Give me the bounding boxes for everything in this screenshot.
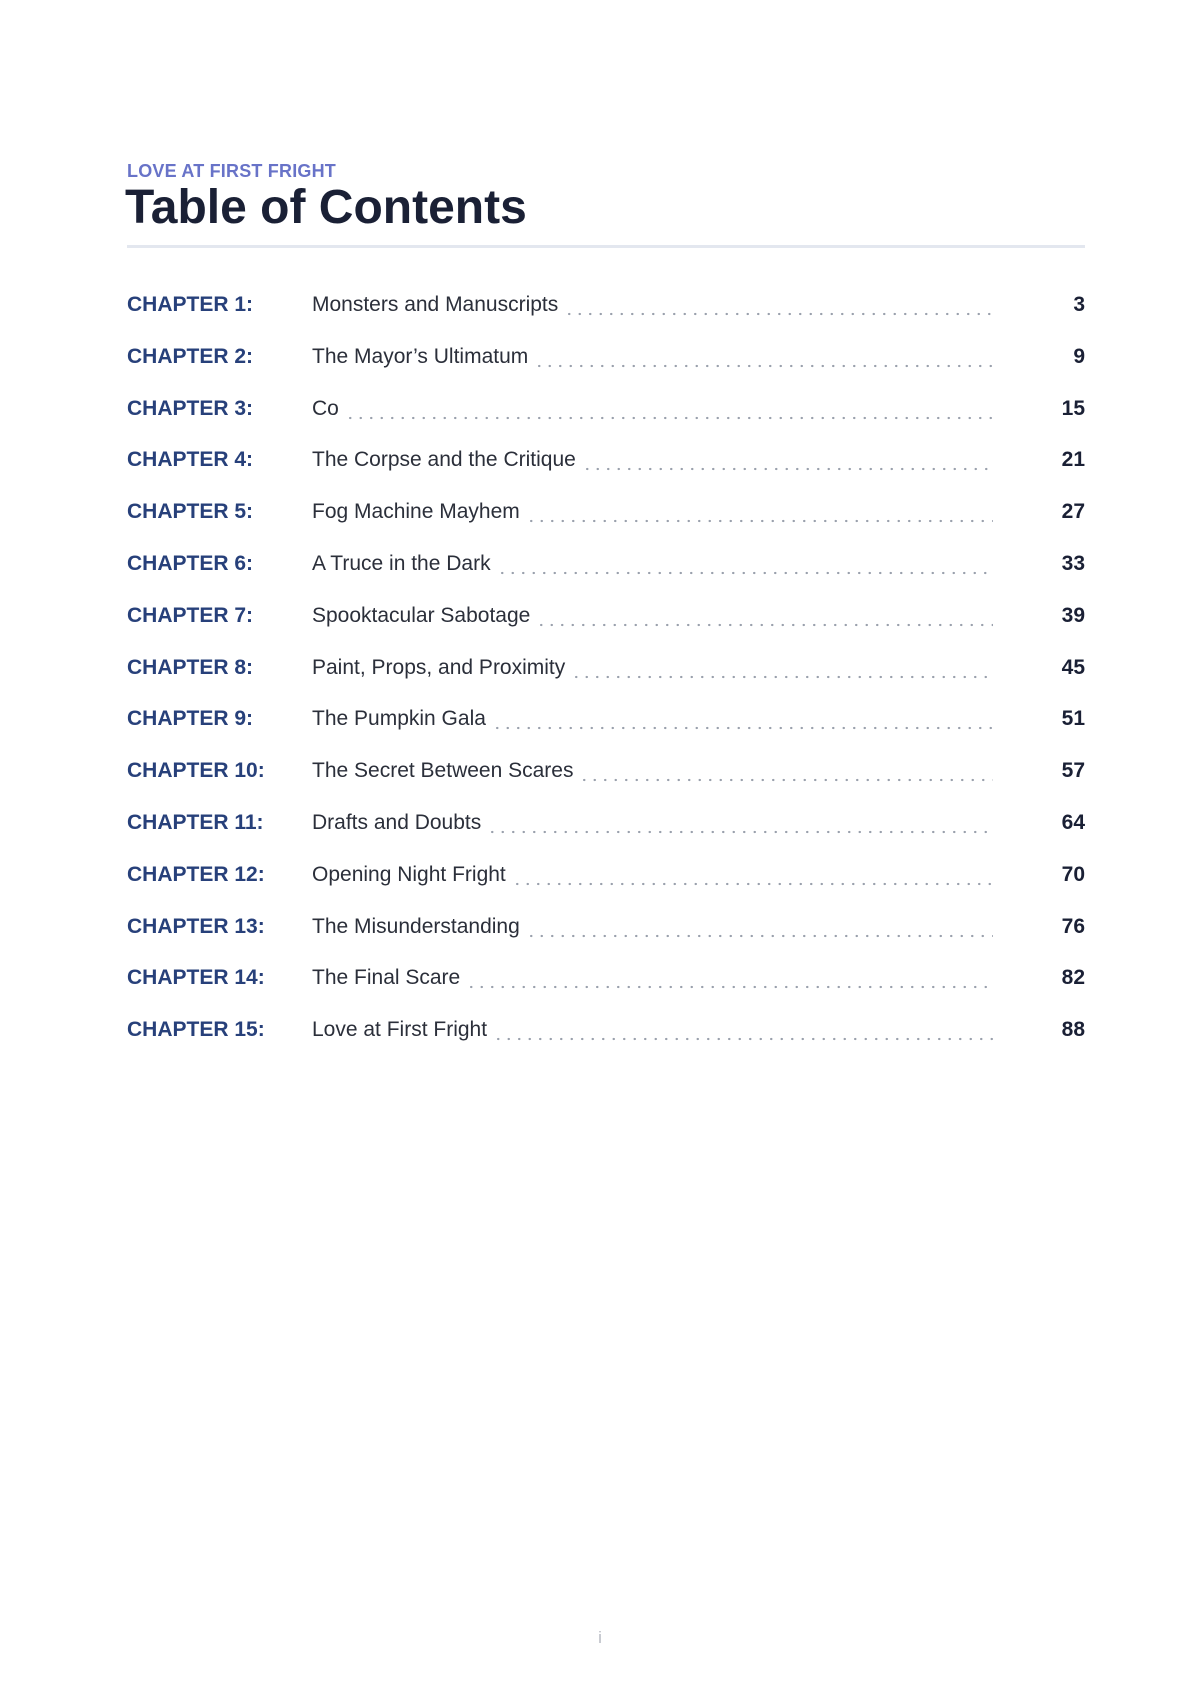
page-number: 15 (1061, 396, 1085, 420)
toc-entry-1[interactable] (127, 290, 1085, 342)
chapter-title-wrap (312, 963, 995, 993)
chapter-label: CHAPTER 7: (127, 603, 254, 627)
chapter-title: Fog Machine Mayhem (312, 500, 520, 524)
toc-entry-5[interactable] (127, 497, 1085, 549)
page-number: 57 (1061, 759, 1085, 783)
chapter-title: Co (312, 396, 339, 420)
chapter-label: CHAPTER 14: (127, 966, 265, 990)
chapter-title-wrap (312, 653, 995, 683)
toc-list (127, 290, 1085, 1067)
page-number: 88 (1061, 1018, 1085, 1042)
page-number: 21 (1061, 448, 1085, 472)
chapter-title-wrap (312, 1015, 995, 1045)
chapter-title-wrap (312, 601, 995, 631)
dot-leader (493, 1015, 993, 1045)
dot-leader (512, 860, 993, 890)
chapter-title-wrap (312, 704, 995, 734)
dot-leader (526, 912, 993, 942)
dot-leader (571, 653, 993, 683)
chapter-label: CHAPTER 15: (127, 1018, 265, 1042)
chapter-label: CHAPTER 11: (127, 810, 264, 834)
chapter-title: A Truce in the Dark (312, 551, 491, 575)
dot-leader (345, 394, 993, 424)
chapter-title-wrap (312, 860, 995, 890)
chapter-title: Love at First Fright (312, 1018, 488, 1042)
dot-leader (497, 549, 993, 579)
chapter-label: CHAPTER 3: (127, 396, 254, 420)
dot-leader (534, 342, 993, 372)
toc-entry-8[interactable] (127, 653, 1085, 705)
chapter-label: CHAPTER 4: (127, 448, 254, 472)
toc-entry-14[interactable] (127, 963, 1085, 1015)
chapter-label: CHAPTER 2: (127, 344, 254, 368)
toc-entry-12[interactable] (127, 860, 1085, 912)
chapter-label: CHAPTER 6: (127, 551, 254, 575)
title-divider (127, 245, 1085, 248)
chapter-title-wrap (312, 912, 995, 942)
dot-leader (492, 704, 993, 734)
chapter-title-wrap (312, 342, 995, 372)
page-title: Table of Contents (125, 181, 527, 234)
chapter-title: The Misunderstanding (312, 914, 520, 938)
toc-entry-11[interactable] (127, 808, 1085, 860)
chapter-title-wrap (312, 756, 995, 786)
page-number: 64 (1061, 810, 1085, 834)
chapter-label: CHAPTER 13: (127, 914, 265, 938)
page-number: 33 (1061, 551, 1085, 575)
toc-entry-7[interactable] (127, 601, 1085, 653)
page-number: 9 (1073, 344, 1085, 368)
page-number: 39 (1061, 603, 1085, 627)
chapter-title-wrap (312, 290, 995, 320)
page-number: 45 (1061, 655, 1085, 679)
toc-entry-6[interactable] (127, 549, 1085, 601)
chapter-title: Opening Night Fright (312, 862, 506, 886)
chapter-title: Drafts and Doubts (312, 810, 482, 834)
chapter-label: CHAPTER 9: (127, 707, 254, 731)
toc-entry-13[interactable] (127, 912, 1085, 964)
chapter-title-wrap (312, 549, 995, 579)
dot-leader (466, 963, 993, 993)
chapter-title-wrap (312, 808, 995, 838)
page-folio: i (598, 1628, 602, 1647)
book-title-kicker: LOVE AT FIRST FRIGHT (127, 161, 336, 181)
chapter-title-wrap (312, 394, 995, 424)
page-number: 76 (1061, 914, 1085, 938)
toc-entry-4[interactable] (127, 445, 1085, 497)
chapter-title: The Pumpkin Gala (312, 707, 486, 731)
chapter-label: CHAPTER 1: (127, 293, 254, 316)
chapter-label: CHAPTER 12: (127, 862, 265, 886)
toc-entry-10[interactable] (127, 756, 1085, 808)
dot-leader (579, 756, 993, 786)
chapter-title: The Mayor’s Ultimatum (312, 344, 529, 368)
chapter-title: The Secret Between Scares (312, 759, 574, 783)
dot-leader (582, 445, 993, 475)
toc-entry-3[interactable] (127, 394, 1085, 446)
chapter-title: Monsters and Manuscripts (312, 293, 559, 316)
chapter-title: Spooktacular Sabotage (312, 603, 531, 627)
dot-leader (487, 808, 993, 838)
toc-entry-15[interactable] (127, 1015, 1085, 1067)
page-number: 70 (1061, 862, 1085, 886)
chapter-title: Paint, Props, and Proximity (312, 655, 566, 679)
dot-leader (526, 497, 993, 527)
chapter-label: CHAPTER 8: (127, 655, 254, 679)
toc-entry-9[interactable] (127, 704, 1085, 756)
chapter-label: CHAPTER 5: (127, 500, 254, 524)
toc-entry-2[interactable] (127, 342, 1085, 394)
page-number: 51 (1061, 707, 1085, 731)
chapter-title-wrap (312, 497, 995, 527)
chapter-label: CHAPTER 10: (127, 759, 265, 783)
dot-leader (564, 290, 993, 320)
chapter-title: The Corpse and the Critique (312, 448, 576, 472)
chapter-title-wrap (312, 445, 995, 475)
page-number: 27 (1061, 500, 1085, 524)
page-number: 3 (1073, 293, 1085, 316)
dot-leader (536, 601, 993, 631)
page-number: 82 (1061, 966, 1085, 990)
chapter-title: The Final Scare (312, 966, 461, 990)
